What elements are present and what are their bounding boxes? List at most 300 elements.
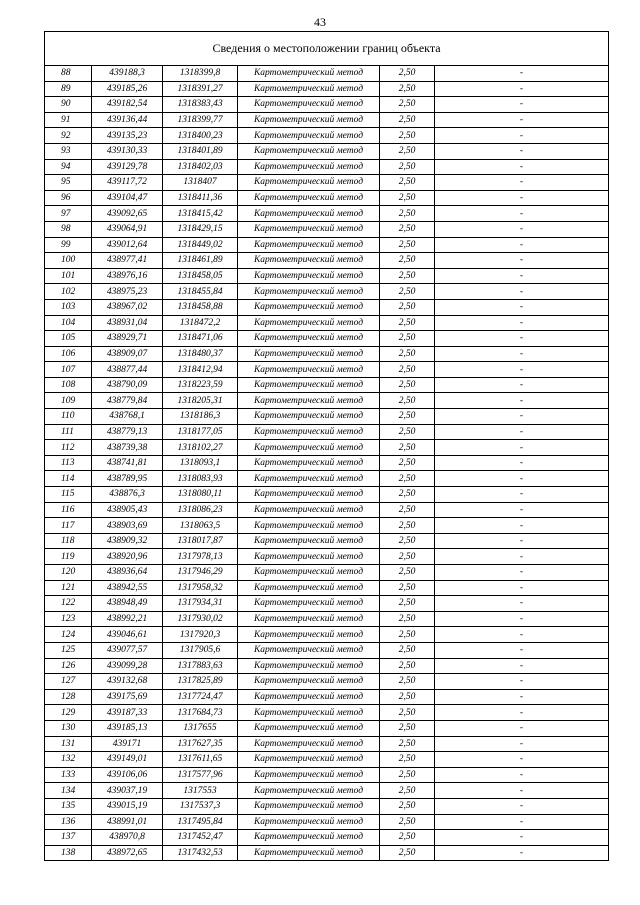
method-cell: Картометрический метод xyxy=(238,159,380,175)
x-coordinate-cell: 438977,41 xyxy=(92,253,163,269)
method-cell: Картометрический метод xyxy=(238,471,380,487)
accuracy-cell: 2,50 xyxy=(380,830,435,846)
method-cell: Картометрический метод xyxy=(238,112,380,128)
x-coordinate-cell: 438790,09 xyxy=(92,377,163,393)
description-cell: - xyxy=(435,237,609,253)
table-row xyxy=(45,580,609,596)
description-cell: - xyxy=(435,315,609,331)
table-row xyxy=(45,767,609,783)
point-number-cell: 138 xyxy=(45,845,92,861)
table-row xyxy=(45,81,609,97)
method-cell: Картометрический метод xyxy=(238,253,380,269)
accuracy-cell: 2,50 xyxy=(380,767,435,783)
table-row xyxy=(45,268,609,284)
description-cell: - xyxy=(435,424,609,440)
accuracy-cell: 2,50 xyxy=(380,143,435,159)
y-coordinate-cell: 1317577,96 xyxy=(163,767,238,783)
x-coordinate-cell: 439129,78 xyxy=(92,159,163,175)
y-coordinate-cell: 1318093,1 xyxy=(163,455,238,471)
point-number-cell: 94 xyxy=(45,159,92,175)
accuracy-cell: 2,50 xyxy=(380,315,435,331)
description-cell: - xyxy=(435,471,609,487)
table-row xyxy=(45,471,609,487)
table-row xyxy=(45,66,609,82)
table-caption: Сведения о местоположении границ объекта xyxy=(45,32,609,66)
x-coordinate-cell: 438905,43 xyxy=(92,502,163,518)
table-row xyxy=(45,377,609,393)
method-cell: Картометрический метод xyxy=(238,377,380,393)
x-coordinate-cell: 439106,06 xyxy=(92,767,163,783)
method-cell: Картометрический метод xyxy=(238,424,380,440)
table-row xyxy=(45,221,609,237)
point-number-cell: 106 xyxy=(45,346,92,362)
method-cell: Картометрический метод xyxy=(238,580,380,596)
y-coordinate-cell: 1318401,89 xyxy=(163,143,238,159)
table-body xyxy=(45,66,609,861)
description-cell: - xyxy=(435,221,609,237)
y-coordinate-cell: 1317934,31 xyxy=(163,596,238,612)
point-number-cell: 98 xyxy=(45,221,92,237)
point-number-cell: 135 xyxy=(45,798,92,814)
x-coordinate-cell: 438877,44 xyxy=(92,362,163,378)
x-coordinate-cell: 439104,47 xyxy=(92,190,163,206)
y-coordinate-cell: 1318083,93 xyxy=(163,471,238,487)
description-cell: - xyxy=(435,393,609,409)
y-coordinate-cell: 1318205,31 xyxy=(163,393,238,409)
y-coordinate-cell: 1317883,63 xyxy=(163,658,238,674)
x-coordinate-cell: 439130,33 xyxy=(92,143,163,159)
point-number-cell: 130 xyxy=(45,720,92,736)
point-number-cell: 129 xyxy=(45,705,92,721)
method-cell: Картометрический метод xyxy=(238,549,380,565)
point-number-cell: 128 xyxy=(45,689,92,705)
accuracy-cell: 2,50 xyxy=(380,752,435,768)
table-row xyxy=(45,487,609,503)
description-cell: - xyxy=(435,720,609,736)
y-coordinate-cell: 1318429,15 xyxy=(163,221,238,237)
x-coordinate-cell: 439182,54 xyxy=(92,97,163,113)
y-coordinate-cell: 1317655 xyxy=(163,720,238,736)
table-row xyxy=(45,830,609,846)
description-cell: - xyxy=(435,798,609,814)
point-number-cell: 118 xyxy=(45,533,92,549)
accuracy-cell: 2,50 xyxy=(380,97,435,113)
description-cell: - xyxy=(435,705,609,721)
table-row xyxy=(45,206,609,222)
y-coordinate-cell: 1318449,02 xyxy=(163,237,238,253)
y-coordinate-cell: 1318383,43 xyxy=(163,97,238,113)
method-cell: Картометрический метод xyxy=(238,331,380,347)
y-coordinate-cell: 1318411,36 xyxy=(163,190,238,206)
description-cell: - xyxy=(435,440,609,456)
y-coordinate-cell: 1318399,77 xyxy=(163,112,238,128)
y-coordinate-cell: 1317432,53 xyxy=(163,845,238,861)
method-cell: Картометрический метод xyxy=(238,720,380,736)
point-number-cell: 97 xyxy=(45,206,92,222)
accuracy-cell: 2,50 xyxy=(380,284,435,300)
y-coordinate-cell: 1317495,84 xyxy=(163,814,238,830)
x-coordinate-cell: 439092,65 xyxy=(92,206,163,222)
table-row xyxy=(45,689,609,705)
description-cell: - xyxy=(435,175,609,191)
point-number-cell: 109 xyxy=(45,393,92,409)
description-cell: - xyxy=(435,253,609,269)
y-coordinate-cell: 1317553 xyxy=(163,783,238,799)
table-row xyxy=(45,783,609,799)
point-number-cell: 108 xyxy=(45,377,92,393)
x-coordinate-cell: 438779,13 xyxy=(92,424,163,440)
method-cell: Картометрический метод xyxy=(238,658,380,674)
method-cell: Картометрический метод xyxy=(238,346,380,362)
description-cell: - xyxy=(435,518,609,534)
description-cell: - xyxy=(435,97,609,113)
accuracy-cell: 2,50 xyxy=(380,66,435,82)
accuracy-cell: 2,50 xyxy=(380,565,435,581)
y-coordinate-cell: 1318407 xyxy=(163,175,238,191)
accuracy-cell: 2,50 xyxy=(380,580,435,596)
point-number-cell: 92 xyxy=(45,128,92,144)
accuracy-cell: 2,50 xyxy=(380,175,435,191)
y-coordinate-cell: 1317825,89 xyxy=(163,674,238,690)
x-coordinate-cell: 438976,16 xyxy=(92,268,163,284)
table-row xyxy=(45,362,609,378)
y-coordinate-cell: 1318102,27 xyxy=(163,440,238,456)
point-number-cell: 116 xyxy=(45,502,92,518)
accuracy-cell: 2,50 xyxy=(380,783,435,799)
x-coordinate-cell: 439099,28 xyxy=(92,658,163,674)
y-coordinate-cell: 1317920,3 xyxy=(163,627,238,643)
x-coordinate-cell: 438779,84 xyxy=(92,393,163,409)
method-cell: Картометрический метод xyxy=(238,783,380,799)
y-coordinate-cell: 1318063,5 xyxy=(163,518,238,534)
x-coordinate-cell: 439077,57 xyxy=(92,642,163,658)
point-number-cell: 103 xyxy=(45,299,92,315)
method-cell: Картометрический метод xyxy=(238,798,380,814)
method-cell: Картометрический метод xyxy=(238,455,380,471)
method-cell: Картометрический метод xyxy=(238,502,380,518)
accuracy-cell: 2,50 xyxy=(380,642,435,658)
accuracy-cell: 2,50 xyxy=(380,658,435,674)
point-number-cell: 110 xyxy=(45,409,92,425)
x-coordinate-cell: 438909,07 xyxy=(92,346,163,362)
method-cell: Картометрический метод xyxy=(238,565,380,581)
accuracy-cell: 2,50 xyxy=(380,221,435,237)
table-row xyxy=(45,112,609,128)
accuracy-cell: 2,50 xyxy=(380,112,435,128)
x-coordinate-cell: 439185,13 xyxy=(92,720,163,736)
point-number-cell: 119 xyxy=(45,549,92,565)
table-row xyxy=(45,736,609,752)
x-coordinate-cell: 438909,32 xyxy=(92,533,163,549)
method-cell: Картометрический метод xyxy=(238,487,380,503)
point-number-cell: 88 xyxy=(45,66,92,82)
accuracy-cell: 2,50 xyxy=(380,81,435,97)
point-number-cell: 113 xyxy=(45,455,92,471)
x-coordinate-cell: 438876,3 xyxy=(92,487,163,503)
accuracy-cell: 2,50 xyxy=(380,268,435,284)
accuracy-cell: 2,50 xyxy=(380,720,435,736)
method-cell: Картометрический метод xyxy=(238,284,380,300)
x-coordinate-cell: 438970,8 xyxy=(92,830,163,846)
y-coordinate-cell: 1318415,42 xyxy=(163,206,238,222)
table-row xyxy=(45,315,609,331)
accuracy-cell: 2,50 xyxy=(380,487,435,503)
y-coordinate-cell: 1318399,8 xyxy=(163,66,238,82)
accuracy-cell: 2,50 xyxy=(380,346,435,362)
method-cell: Картометрический метод xyxy=(238,206,380,222)
description-cell: - xyxy=(435,674,609,690)
point-number-cell: 89 xyxy=(45,81,92,97)
method-cell: Картометрический метод xyxy=(238,190,380,206)
x-coordinate-cell: 439175,69 xyxy=(92,689,163,705)
y-coordinate-cell: 1318400,23 xyxy=(163,128,238,144)
x-coordinate-cell: 439135,23 xyxy=(92,128,163,144)
accuracy-cell: 2,50 xyxy=(380,190,435,206)
accuracy-cell: 2,50 xyxy=(380,705,435,721)
accuracy-cell: 2,50 xyxy=(380,237,435,253)
description-cell: - xyxy=(435,377,609,393)
accuracy-cell: 2,50 xyxy=(380,798,435,814)
method-cell: Картометрический метод xyxy=(238,736,380,752)
table-row xyxy=(45,705,609,721)
method-cell: Картометрический метод xyxy=(238,362,380,378)
table-row xyxy=(45,674,609,690)
table-row xyxy=(45,331,609,347)
description-cell: - xyxy=(435,112,609,128)
description-cell: - xyxy=(435,658,609,674)
table-row xyxy=(45,611,609,627)
boundary-table-container xyxy=(44,31,608,861)
point-number-cell: 133 xyxy=(45,767,92,783)
table-row xyxy=(45,190,609,206)
table-row xyxy=(45,253,609,269)
y-coordinate-cell: 1318472,2 xyxy=(163,315,238,331)
y-coordinate-cell: 1318223,59 xyxy=(163,377,238,393)
point-number-cell: 125 xyxy=(45,642,92,658)
table-row xyxy=(45,409,609,425)
table-row xyxy=(45,284,609,300)
x-coordinate-cell: 439012,64 xyxy=(92,237,163,253)
accuracy-cell: 2,50 xyxy=(380,518,435,534)
point-number-cell: 112 xyxy=(45,440,92,456)
y-coordinate-cell: 1317958,32 xyxy=(163,580,238,596)
description-cell: - xyxy=(435,627,609,643)
y-coordinate-cell: 1317946,29 xyxy=(163,565,238,581)
y-coordinate-cell: 1317611,65 xyxy=(163,752,238,768)
y-coordinate-cell: 1318177,05 xyxy=(163,424,238,440)
y-coordinate-cell: 1318458,05 xyxy=(163,268,238,284)
description-cell: - xyxy=(435,331,609,347)
y-coordinate-cell: 1318412,94 xyxy=(163,362,238,378)
table-row xyxy=(45,814,609,830)
y-coordinate-cell: 1318086,23 xyxy=(163,502,238,518)
description-cell: - xyxy=(435,689,609,705)
point-number-cell: 120 xyxy=(45,565,92,581)
x-coordinate-cell: 439171 xyxy=(92,736,163,752)
point-number-cell: 132 xyxy=(45,752,92,768)
accuracy-cell: 2,50 xyxy=(380,253,435,269)
x-coordinate-cell: 439187,33 xyxy=(92,705,163,721)
table-row xyxy=(45,128,609,144)
accuracy-cell: 2,50 xyxy=(380,549,435,565)
table-row xyxy=(45,393,609,409)
method-cell: Картометрический метод xyxy=(238,409,380,425)
point-number-cell: 99 xyxy=(45,237,92,253)
x-coordinate-cell: 439064,91 xyxy=(92,221,163,237)
accuracy-cell: 2,50 xyxy=(380,159,435,175)
y-coordinate-cell: 1317537,3 xyxy=(163,798,238,814)
accuracy-cell: 2,50 xyxy=(380,814,435,830)
method-cell: Картометрический метод xyxy=(238,596,380,612)
method-cell: Картометрический метод xyxy=(238,393,380,409)
x-coordinate-cell: 438948,49 xyxy=(92,596,163,612)
accuracy-cell: 2,50 xyxy=(380,627,435,643)
page-number: 43 xyxy=(314,15,326,29)
accuracy-cell: 2,50 xyxy=(380,331,435,347)
point-number-cell: 90 xyxy=(45,97,92,113)
table-row xyxy=(45,845,609,861)
accuracy-cell: 2,50 xyxy=(380,409,435,425)
x-coordinate-cell: 439015,19 xyxy=(92,798,163,814)
method-cell: Картометрический метод xyxy=(238,611,380,627)
description-cell: - xyxy=(435,409,609,425)
x-coordinate-cell: 438739,38 xyxy=(92,440,163,456)
y-coordinate-cell: 1317905,6 xyxy=(163,642,238,658)
x-coordinate-cell: 438972,65 xyxy=(92,845,163,861)
accuracy-cell: 2,50 xyxy=(380,377,435,393)
y-coordinate-cell: 1317724,47 xyxy=(163,689,238,705)
description-cell: - xyxy=(435,128,609,144)
x-coordinate-cell: 439149,01 xyxy=(92,752,163,768)
method-cell: Картометрический метод xyxy=(238,440,380,456)
x-coordinate-cell: 438768,1 xyxy=(92,409,163,425)
point-number-cell: 121 xyxy=(45,580,92,596)
description-cell: - xyxy=(435,66,609,82)
description-cell: - xyxy=(435,830,609,846)
x-coordinate-cell: 439136,44 xyxy=(92,112,163,128)
accuracy-cell: 2,50 xyxy=(380,845,435,861)
table-row xyxy=(45,518,609,534)
point-number-cell: 102 xyxy=(45,284,92,300)
y-coordinate-cell: 1318458,88 xyxy=(163,299,238,315)
accuracy-cell: 2,50 xyxy=(380,674,435,690)
description-cell: - xyxy=(435,783,609,799)
x-coordinate-cell: 438967,02 xyxy=(92,299,163,315)
description-cell: - xyxy=(435,565,609,581)
y-coordinate-cell: 1318186,3 xyxy=(163,409,238,425)
y-coordinate-cell: 1318402,03 xyxy=(163,159,238,175)
point-number-cell: 95 xyxy=(45,175,92,191)
method-cell: Картометрический метод xyxy=(238,533,380,549)
table-row xyxy=(45,97,609,113)
description-cell: - xyxy=(435,549,609,565)
y-coordinate-cell: 1317684,73 xyxy=(163,705,238,721)
point-number-cell: 96 xyxy=(45,190,92,206)
y-coordinate-cell: 1317627,35 xyxy=(163,736,238,752)
table-row xyxy=(45,627,609,643)
x-coordinate-cell: 438931,04 xyxy=(92,315,163,331)
table-row xyxy=(45,533,609,549)
accuracy-cell: 2,50 xyxy=(380,611,435,627)
point-number-cell: 115 xyxy=(45,487,92,503)
description-cell: - xyxy=(435,533,609,549)
x-coordinate-cell: 438920,96 xyxy=(92,549,163,565)
accuracy-cell: 2,50 xyxy=(380,424,435,440)
point-number-cell: 100 xyxy=(45,253,92,269)
point-number-cell: 136 xyxy=(45,814,92,830)
description-cell: - xyxy=(435,455,609,471)
table-row xyxy=(45,502,609,518)
table-row xyxy=(45,346,609,362)
method-cell: Картометрический метод xyxy=(238,642,380,658)
x-coordinate-cell: 439046,61 xyxy=(92,627,163,643)
table-row xyxy=(45,752,609,768)
method-cell: Картометрический метод xyxy=(238,315,380,331)
description-cell: - xyxy=(435,596,609,612)
description-cell: - xyxy=(435,284,609,300)
table-caption-row xyxy=(45,32,609,66)
description-cell: - xyxy=(435,362,609,378)
table-row xyxy=(45,565,609,581)
description-cell: - xyxy=(435,190,609,206)
point-number-cell: 126 xyxy=(45,658,92,674)
description-cell: - xyxy=(435,736,609,752)
point-number-cell: 134 xyxy=(45,783,92,799)
accuracy-cell: 2,50 xyxy=(380,362,435,378)
description-cell: - xyxy=(435,268,609,284)
method-cell: Картометрический метод xyxy=(238,143,380,159)
accuracy-cell: 2,50 xyxy=(380,455,435,471)
x-coordinate-cell: 438789,95 xyxy=(92,471,163,487)
table-row xyxy=(45,424,609,440)
x-coordinate-cell: 438929,71 xyxy=(92,331,163,347)
method-cell: Картометрический метод xyxy=(238,705,380,721)
accuracy-cell: 2,50 xyxy=(380,533,435,549)
accuracy-cell: 2,50 xyxy=(380,471,435,487)
x-coordinate-cell: 439117,72 xyxy=(92,175,163,191)
x-coordinate-cell: 438936,64 xyxy=(92,565,163,581)
point-number-cell: 114 xyxy=(45,471,92,487)
method-cell: Картометрический метод xyxy=(238,81,380,97)
x-coordinate-cell: 439132,68 xyxy=(92,674,163,690)
method-cell: Картометрический метод xyxy=(238,128,380,144)
description-cell: - xyxy=(435,845,609,861)
table-row xyxy=(45,658,609,674)
method-cell: Картометрический метод xyxy=(238,66,380,82)
table-row xyxy=(45,798,609,814)
accuracy-cell: 2,50 xyxy=(380,128,435,144)
method-cell: Картометрический метод xyxy=(238,221,380,237)
method-cell: Картометрический метод xyxy=(238,268,380,284)
method-cell: Картометрический метод xyxy=(238,175,380,191)
point-number-cell: 137 xyxy=(45,830,92,846)
y-coordinate-cell: 1318080,11 xyxy=(163,487,238,503)
y-coordinate-cell: 1318461,89 xyxy=(163,253,238,269)
method-cell: Картометрический метод xyxy=(238,814,380,830)
description-cell: - xyxy=(435,143,609,159)
description-cell: - xyxy=(435,580,609,596)
method-cell: Картометрический метод xyxy=(238,767,380,783)
x-coordinate-cell: 438975,23 xyxy=(92,284,163,300)
method-cell: Картометрический метод xyxy=(238,627,380,643)
table-row xyxy=(45,455,609,471)
x-coordinate-cell: 438991,01 xyxy=(92,814,163,830)
x-coordinate-cell: 438903,69 xyxy=(92,518,163,534)
y-coordinate-cell: 1318455,84 xyxy=(163,284,238,300)
point-number-cell: 131 xyxy=(45,736,92,752)
method-cell: Картометрический метод xyxy=(238,237,380,253)
point-number-cell: 93 xyxy=(45,143,92,159)
